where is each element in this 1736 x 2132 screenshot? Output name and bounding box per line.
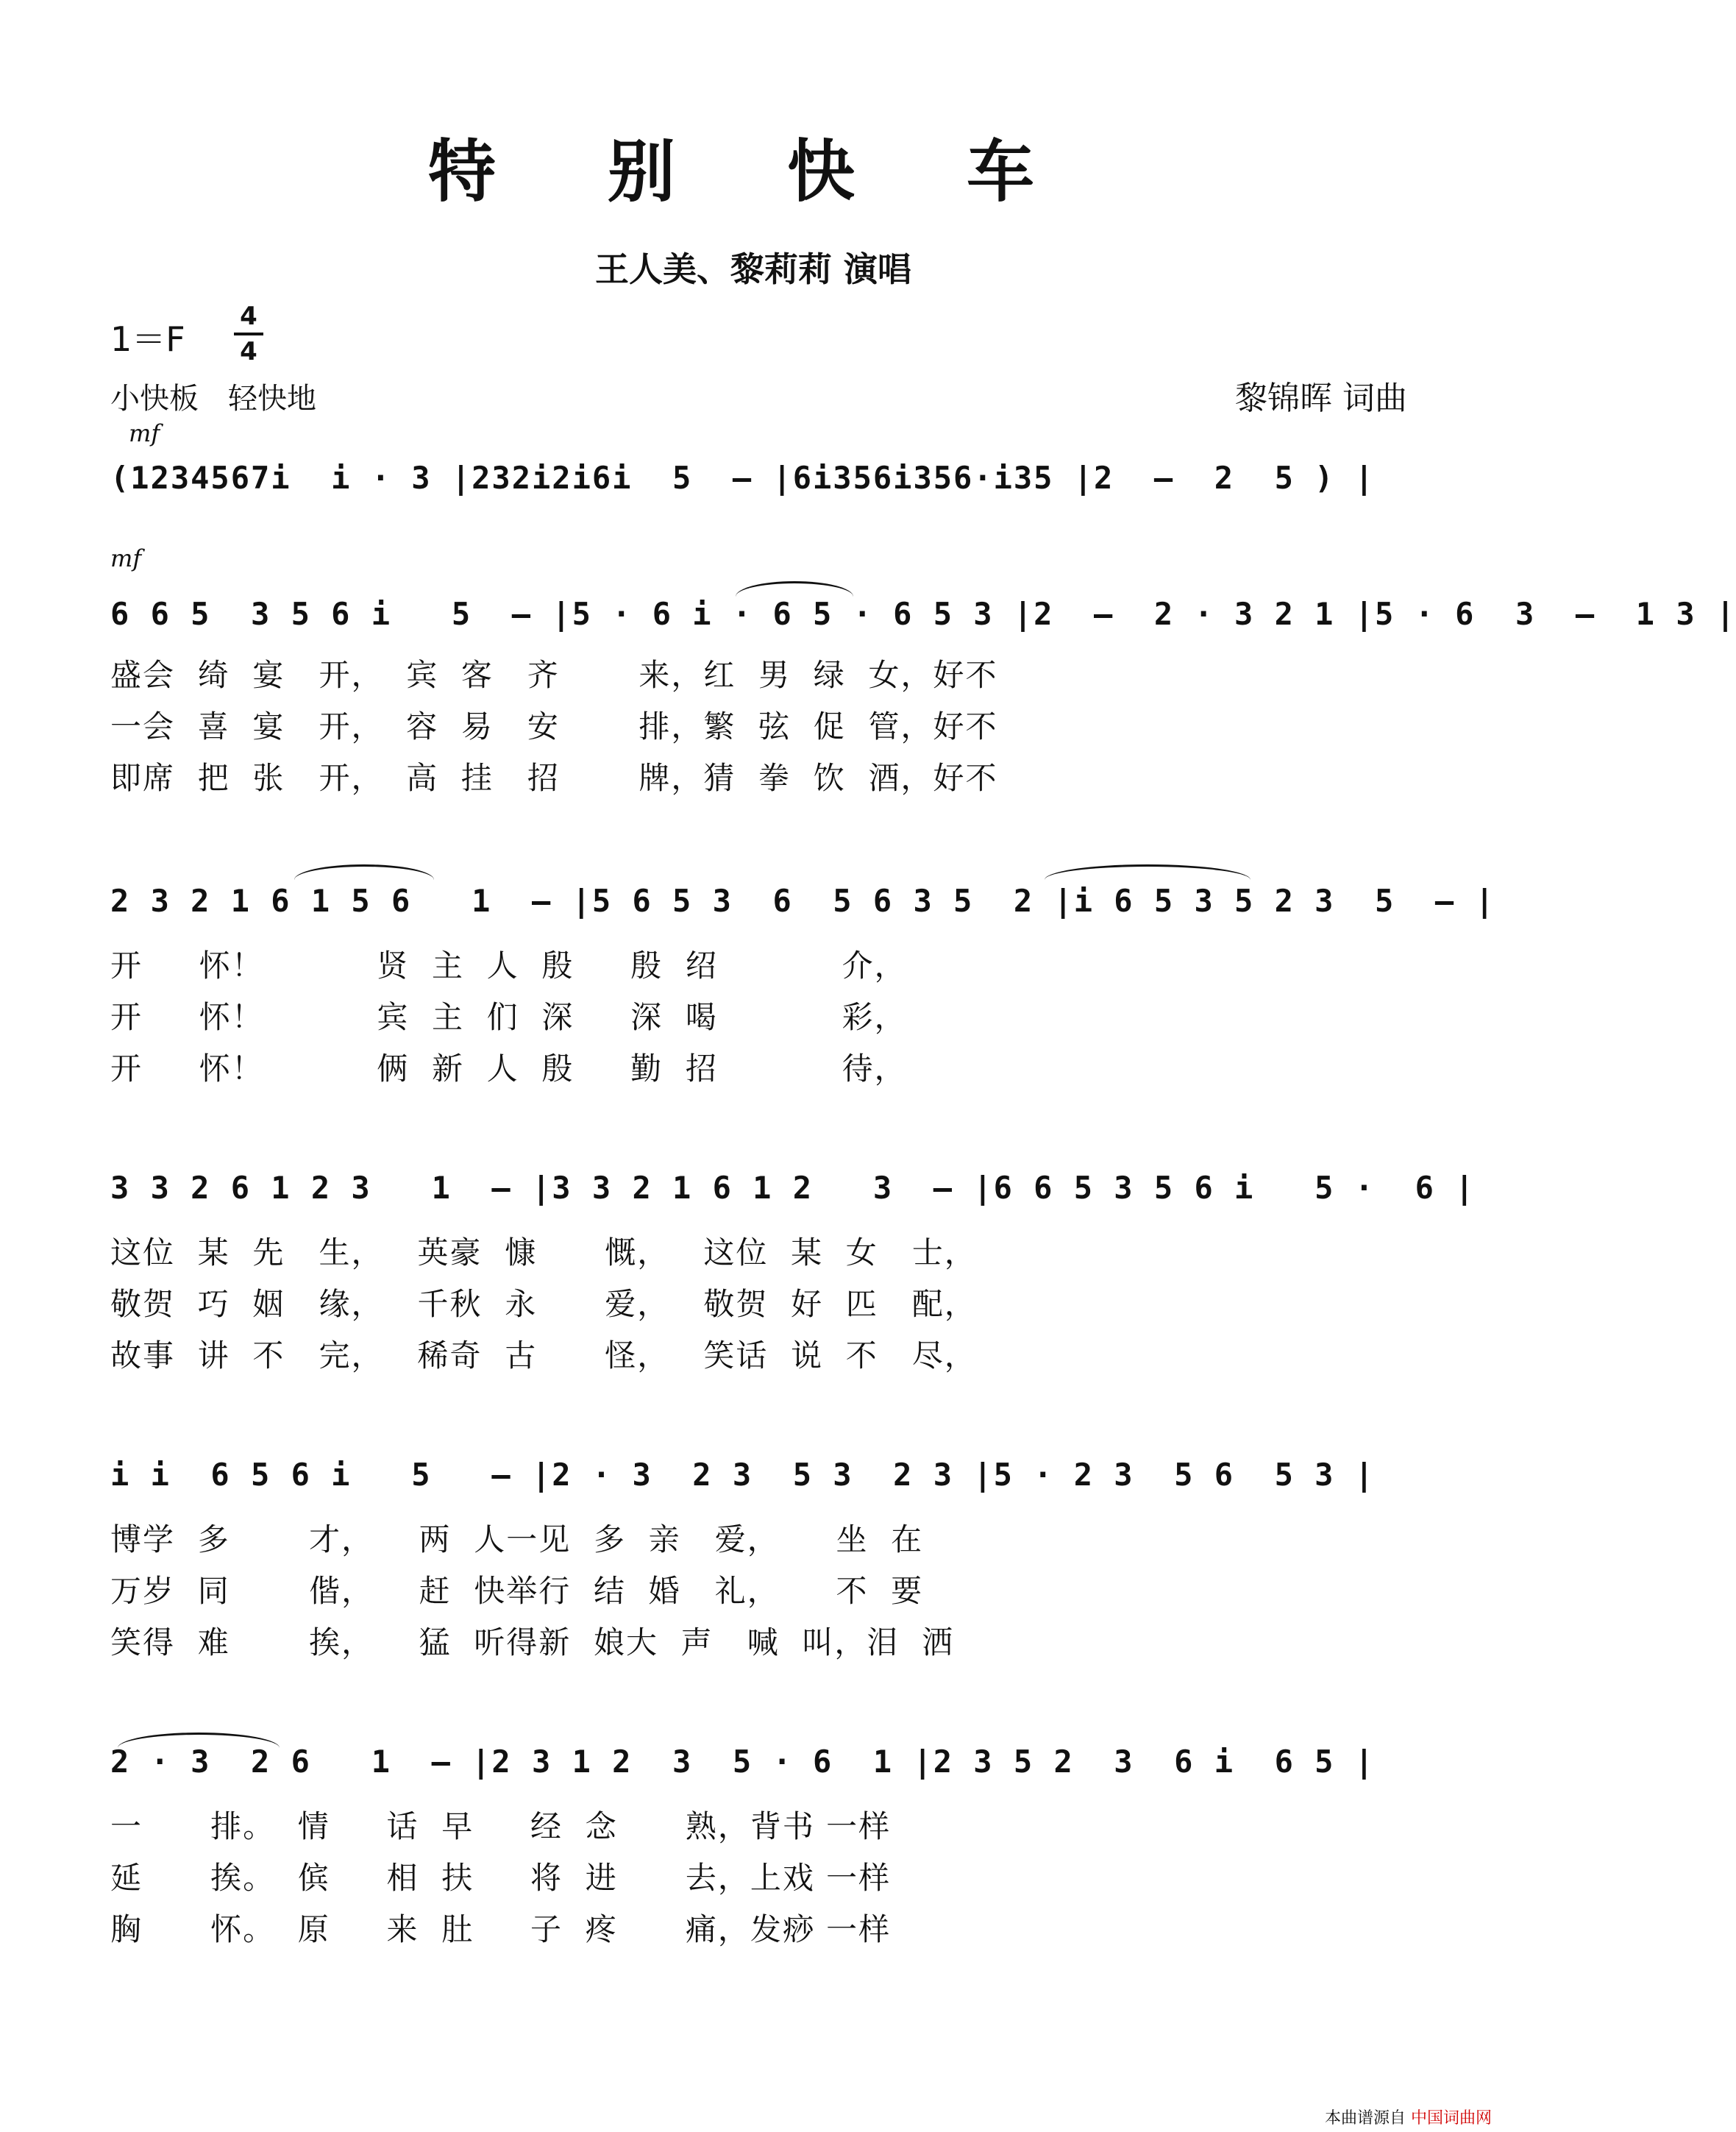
system-4-lyric-2: 万岁 同 偕， 赶 快举行 结 婚 礼， 不 要: [110, 1573, 924, 1609]
composer-credit: 黎锦晖 词曲: [1235, 380, 1407, 417]
slur: [1045, 864, 1251, 880]
system-3-lyric-3: 故事 讲 不 完， 稀奇 古 怪， 笑话 说 不 尽，: [110, 1337, 977, 1374]
slur: [118, 1733, 280, 1748]
footer-source: [1325, 2106, 1492, 2128]
intro-notes: (1234567i i · 3 |232i2i6i 5 – |6i356i356·i35 |2 – 2 5 ) |: [110, 460, 1376, 496]
system-4-notes: i i 6 5 6 i 5 – |2 · 3 2 3 5 3 2 3 |5 · 2 3 5 6 5 3 |: [110, 1457, 1376, 1493]
system-3-lyric-1: 这位 某 先 生， 英豪 慷 慨， 这位 某 女 士，: [110, 1234, 977, 1271]
footer-text: 本曲谱源自: [1324, 2109, 1406, 2128]
dynamic-mark: mf: [129, 419, 160, 447]
system-3-lyric-2: 敬贺 巧 姻 缘， 千秋 永 爱， 敬贺 好 匹 配，: [110, 1286, 977, 1322]
system-5-notes: 2 · 3 2 6 1 – |2 3 1 2 3 5 · 6 1 |2 3 5 2 3 6 i 6 5 |: [110, 1744, 1376, 1780]
system-1-lyric-3: 即席 把 张 开， 高 挂 招 牌，猜 拳 饮 酒，好不: [110, 760, 998, 796]
system-1-lyric-1: 盛会 绮 宴 开， 宾 客 齐 来，红 男 绿 女，好不: [110, 657, 998, 693]
slur: [736, 581, 853, 597]
system-4-lyric-1: 博学 多 才， 两 人一见 多 亲 爱， 坐 在: [110, 1521, 924, 1557]
system-2-notes: 2 3 2 1 6 1 5 6 1 – |5 6 5 3 6 5 6 3 5 2 |i 6 5 3 5 2 3 5 – |: [110, 883, 1495, 919]
slur: [294, 864, 434, 880]
system-3-notes: 3 3 2 6 1 2 3 1 – |3 3 2 1 6 1 2 3 – |6 6 5 3 5 6 i 5 · 6 |: [110, 1170, 1476, 1206]
time-sig-top: 4: [240, 302, 257, 331]
system-2-lyric-1: 开 怀！ 贤 主 人 殷 殷 绍 介，: [110, 948, 907, 984]
system-1-lyric-2: 一会 喜 宴 开， 容 易 安 排，繁 弦 促 管，好不: [110, 708, 998, 745]
footer-site: 中国词曲网: [1410, 2109, 1492, 2128]
key-signature: 1＝F: [110, 319, 185, 359]
system-5-lyric-2: 延 挨。 傧 相 扶 将 进 去，上戏 一样: [110, 1860, 892, 1896]
system-4-lyric-3: 笑得 难 挨， 猛 听得新 娘大 声 喊 叫，泪 洒: [110, 1624, 955, 1660]
system-5-lyric-3: 胸 怀。 原 来 肚 子 疼 痛，发痧 一样: [110, 1911, 892, 1947]
system-1-notes: 6 6 5 3 5 6 i 5 – |5 · 6 i · 6 5 · 6 5 3 |2 – 2 · 3 2 1 |5 · 6 3 – 1 3 |: [110, 596, 1736, 632]
time-sig-bottom: 4: [240, 337, 257, 366]
system-2-lyric-2: 开 怀！ 宾 主 们 深 深 喝 彩，: [110, 999, 907, 1035]
time-signature: [234, 302, 263, 366]
song-title: 特 别 快 车: [427, 132, 1079, 211]
system-2-lyric-3: 开 怀！ 俩 新 人 殷 勤 招 待，: [110, 1051, 907, 1087]
system-5-lyric-1: 一 排。 情 话 早 经 念 熟，背书 一样: [110, 1808, 892, 1844]
performers: 王人美、黎莉莉 演唱: [594, 249, 911, 289]
tempo-marking: 小快板 轻快地: [110, 382, 316, 416]
dynamic-mark: mf: [110, 544, 142, 572]
